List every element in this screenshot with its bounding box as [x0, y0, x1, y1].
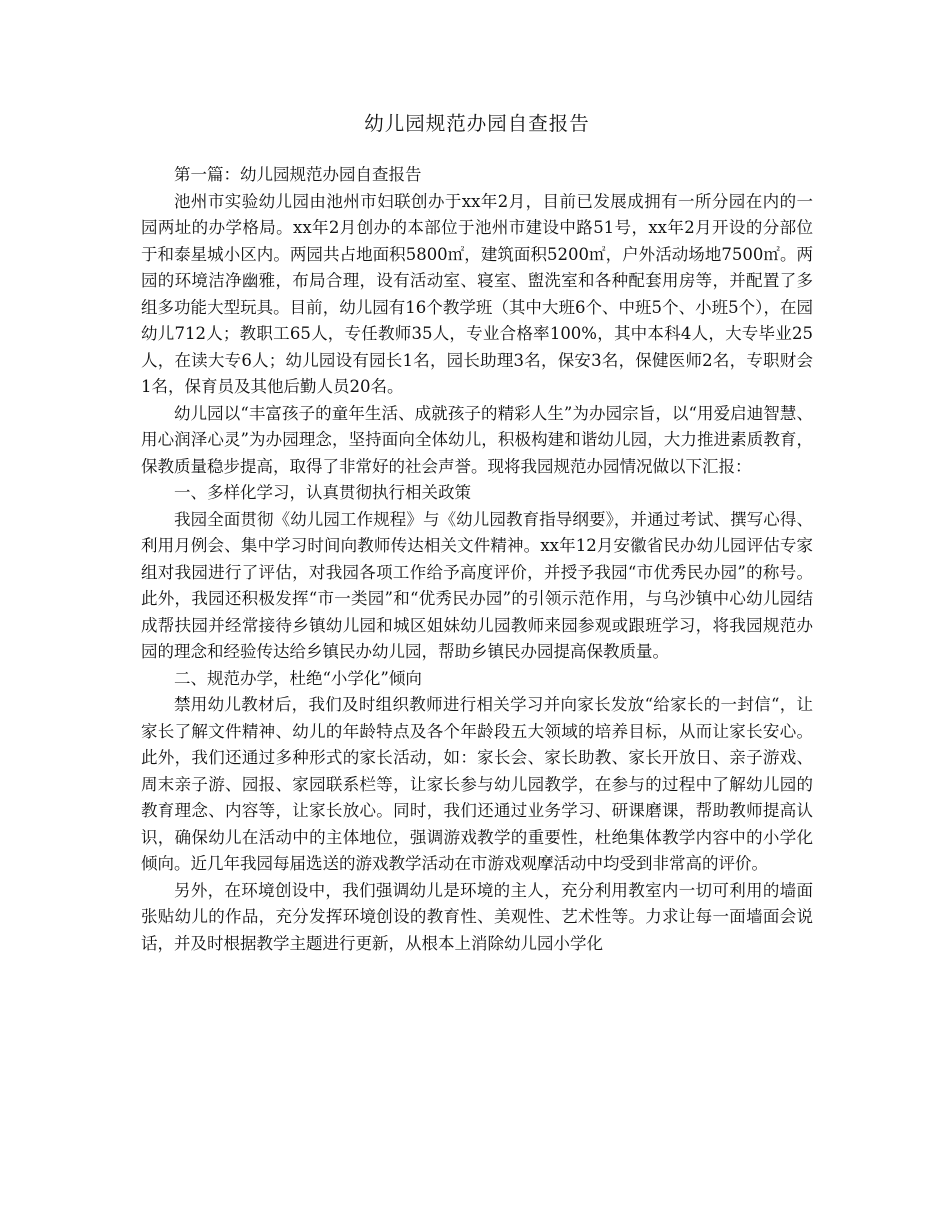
document-title: 幼儿园规范办园自查报告 — [364, 112, 590, 135]
paragraph-overview: 池州市实验幼儿园由池州市妇联创办于xx年2月，目前已发展成拥有一所分园在内的一园两址的办学格局。xx年2月创办的本部位于池州市建设中路51号，xx年2月开设的分部位于和泰星城小区内。两园共占地面积5800㎡，建筑面积5200㎡，户外活动场地7500㎡。两园的环境洁净幽雅，布局合理，设有活动室、寝室、盥洗室和各种配套用房等，并配置了多组多功能大型玩具。目前，幼儿园有16个教学班（其中大班6个、中班5个、小班5个），在园幼儿712人；教职工65人，专任教师35人，专业合格率100%，其中本科4人，大专毕业25人，在读大专6人；幼儿园设有园长1名，园长助理3名，保安3名，保健医师2名，专职财会1名，保育员及其他后勤人员20名。 — [141, 191, 813, 396]
paragraph-philosophy: 幼儿园以“丰富孩子的童年生活、成就孩子的精彩人生”为办园宗旨，以“用爱启迪智慧、用心润泽心灵”为办园理念，坚持面向全体幼儿，积极构建和谐幼儿园，大力推进素质教育，保教质量稳步提高，取得了非常好的社会声誉。现将我园规范办园情况做以下汇报： — [141, 403, 813, 476]
document-page — [141, 0, 813, 957]
paragraph-policy: 我园全面贯彻《幼儿园工作规程》与《幼儿园教育指导纲要》，并通过考试、撰写心得、利用月例会、集中学习时间向教师传达相关文件精神。xx年12月安徽省民办幼儿园评估专家组对我园进行了评估，对我园各项工作给予高度评价，并授予我园“市优秀民办园”的称号。此外，我园还积极发挥“市一类园”和“优秀民办园”的引领示范作用，与乌沙镇中心幼儿园结成帮扶园并经常接待乡镇幼儿园和城区姐妹幼儿园教师来园参观或跟班学习，将我园规范办园的理念和经验传达给乡镇民办幼儿园，帮助乡镇民办园提高保教质量。 — [141, 509, 813, 661]
paragraph-parents: 禁用幼儿教材后，我们及时组织教师进行相关学习并向家长发放“给家长的一封信“，让家长了解文件精神、幼儿的年龄特点及各个年龄段五大领域的培养目标，从而让家长安心。此外，我们还通过多种形式的家长活动，如：家长会、家长助教、家长开放日、亲子游戏、周末亲子游、园报、家园联系栏等，让家长参与幼儿园教学，在参与的过程中了解幼儿园的教育理念、内容等，让家长放心。同时，我们还通过业务学习、研课磨课，帮助教师提高认识，确保幼儿在活动中的主体地位，强调游戏教学的重要性，杜绝集体教学内容中的小学化倾向。近几年我园每届选送的游戏教学活动在市游戏观摩活动中均受到非常高的评价。 — [141, 695, 813, 873]
section-heading-one: 一、多样化学习，认真贯彻执行相关政策 — [174, 483, 471, 502]
paragraph-environment: 另外，在环境创设中，我们强调幼儿是环境的主人，充分利用教室内一切可利用的墙面张贴幼儿的作品，充分发挥环境创设的教育性、美观性、艺术性等。力求让每一面墙面会说话，并及时根据教学主题进行更新，从根本上消除幼儿园小学化 — [141, 880, 813, 953]
document-body — [141, 162, 813, 957]
section-heading-two: 二、规范办学，杜绝“小学化”倾向 — [174, 668, 422, 688]
section-heading-first-chapter: 第一篇：幼儿园规范办园自查报告 — [174, 165, 422, 184]
